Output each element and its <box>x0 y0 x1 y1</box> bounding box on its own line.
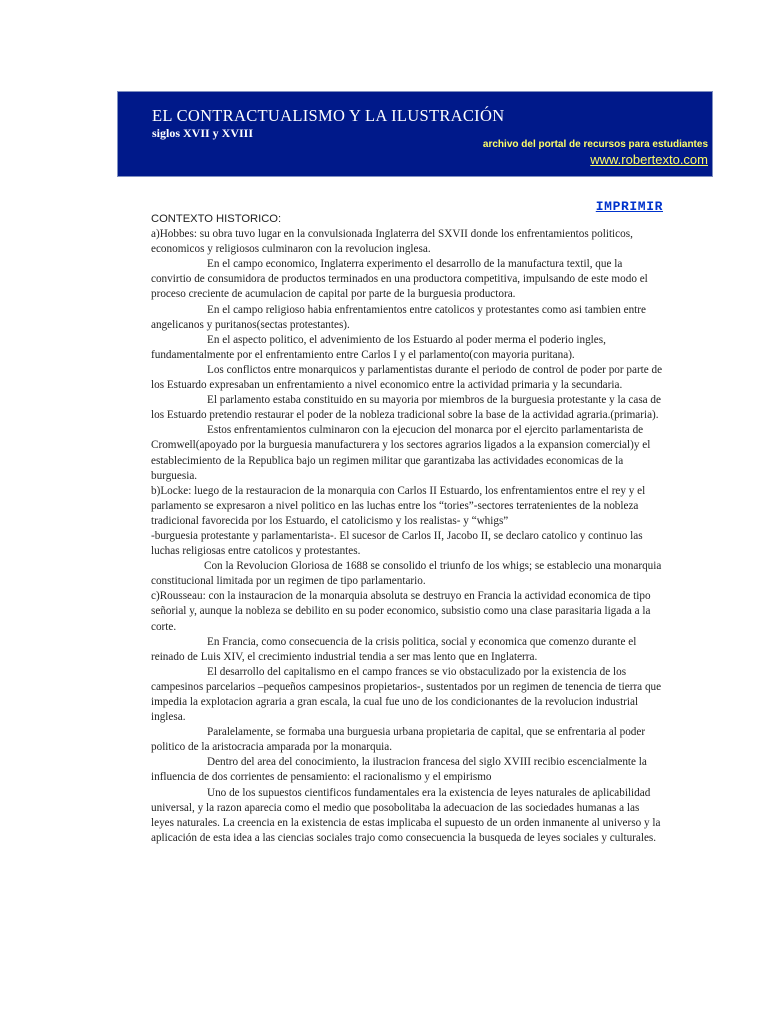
site-link[interactable]: www.robertexto.com <box>590 152 708 167</box>
paragraph: Los conflictos entre monarquicos y parlamentistas durante el periodo de control de poder por parte de los Estuardo expresaban un enfrentamiento a nivel economico entre la actividad primaria y la secundaria. <box>151 363 663 392</box>
paragraph: Estos enfrentamientos culminaron con la ejecucion del monarca por el ejercito parlamentarista de Cromwell(apoyado por la burguesia manufacturera y los sectores agrarios ligados a la expansion comercial)y el establecimiento de la Republica bajo un regimen militar que garantizaba las actividades economicas de la burguesia. <box>151 424 651 482</box>
paragraph: -burguesia protestante y parlamentarista-. El sucesor de Carlos II, Jacobo II, se declaro catolico y continuo las luchas religiosas entre catolicos y protestantes. <box>151 529 643 558</box>
paragraph: a)Hobbes: su obra tuvo lugar en la convulsionada Inglaterra del SXVII donde los enfrentamientos politicos, economicos y religiosos culminaron con la revolucion inglesa. <box>151 228 633 256</box>
paragraph: c)Rousseau: con la instauracion de la monarquia absoluta se destruyo en Francia la actividad economica de tipo señorial y, aunque la nobleza se debilito en su poder economico, subsistio como una clase parasitaria ligada a la corte. <box>151 590 651 633</box>
page-title: EL CONTRACTUALISMO Y LA ILUSTRACIÓN <box>152 106 505 125</box>
paragraph: El parlamento estaba constituido en su mayoria por miembros de la burguesia protestante y la casa de los Estuardo pretendio restaurar el poder de la nobleza tradicional sobre la base de la actividad agraria.(primaria). <box>151 394 661 422</box>
print-link[interactable]: IMPRIMIR <box>595 199 663 214</box>
paragraph: Dentro del area del conocimiento, la ilustracion francesa del siglo XVIII recibio escencialmente la influencia de dos corrientes de pensamiento: el racionalismo y el empirismo <box>151 756 647 784</box>
paragraph: En el campo economico, Inglaterra experimento el desarrollo de la manufactura textil, que la convirtio de consumidora de productos terminados en una productora competitiva, impulsando de este modo el proceso creciente de acumulacion de capital por parte de la burguesia productora. <box>151 258 648 301</box>
paragraph: En el aspecto politico, el advenimiento de los Estuardo al poder merma el poderio ingles, fundamentalmente por el enfrentamiento entre Carlos I y el parlamento(con mayoria puritana). <box>151 333 606 361</box>
paragraph: En Francia, como consecuencia de la crisis politica, social y economica que comenzo durante el reinado de Luis XIV, el crecimiento industrial tendia a ser mas lento que en Inglaterra. <box>151 635 637 663</box>
paragraph: En el campo religioso habia enfrentamientos entre catolicos y protestantes como asi tambien entre angelicanos y puritanos(sectas protestantes). <box>151 303 646 331</box>
paragraph: Paralelamente, se formaba una burguesia urbana propietaria de capital, que se enfrentaria al poder politico de la aristocracia amparada por la monarquia. <box>151 726 646 754</box>
page-subtitle: siglos XVII y XVIII <box>152 126 254 140</box>
paragraph: El desarrollo del capitalismo en el campo frances se vio obstaculizado por la existencia de los campesinos parcelarios –pequeños campesinos propietarios-, sustentados por un regimen de tenencia de tierra que impedia la explotacion agraria a gran escala, la cual fue uno de los condicionantes de la revolucion industrial inglesa. <box>151 665 662 724</box>
paragraph: Uno de los supuestos cientificos fundamentales era la existencia de leyes naturales de aplicabilidad universal, y la razon aparecia como el medio que posobolitaba la adecuacion de las sociedades humanas a las leyes naturales. La creencia en la existencia de estas implicaba el supuesto de un orden inmanente al universo y la aplicación de esta idea a las ciencias sociales trajo como consecuencia la busqueda de leyes sociales y culturales. <box>151 786 661 844</box>
archive-caption: archivo del portal de recursos para estudiantes <box>482 139 708 150</box>
paragraph: b)Locke: luego de la restauracion de la monarquia con Carlos II Estuardo, los enfrentamientos entre el rey y el parlamento se expresaron a nivel politico en las luchas entre los “tories”-sectores terratenientes de la nobleza tradicional favorecida por los Estuardo, el catolicismo y los realistas- y “whigs” <box>151 484 646 527</box>
article-body <box>151 212 665 846</box>
header-banner <box>117 91 713 177</box>
paragraph: Con la Revolucion Gloriosa de 1688 se consolido el triunfo de los whigs; se establecio una monarquia constitucional limitada por un regimen de tipo parlamentario. <box>151 560 662 588</box>
section-heading: CONTEXTO HISTORICO: <box>151 213 282 225</box>
